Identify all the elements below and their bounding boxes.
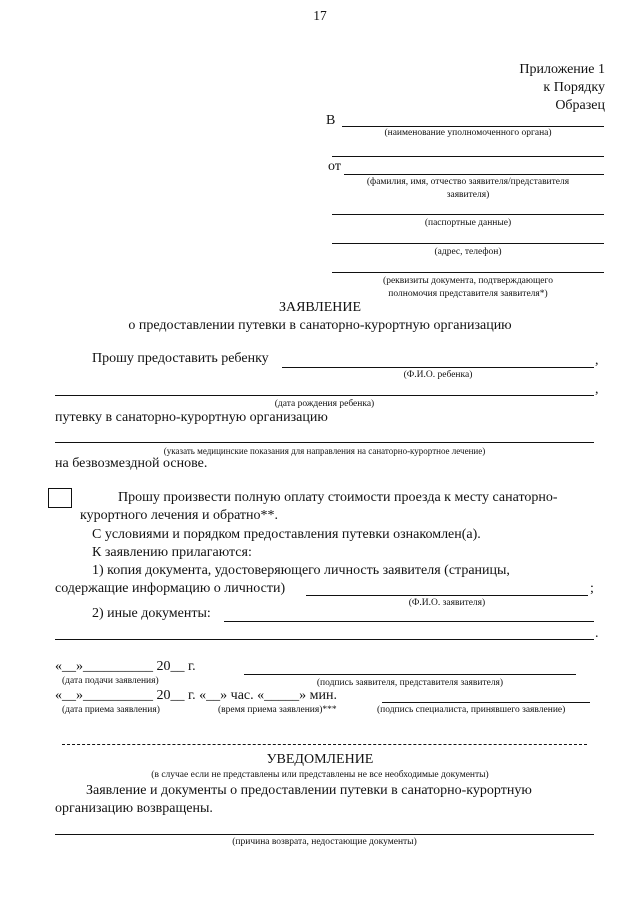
item2-text: 2) иные документы: [92, 606, 211, 621]
submit-date-field[interactable]: «__»__________ 20__ г. [55, 659, 196, 674]
return-reason-line[interactable] [55, 834, 594, 835]
travel-text-1: Прошу произвести полную оплату стоимости проезда к месту санаторно- [118, 490, 558, 505]
sample-label: Образец [555, 98, 605, 113]
medical-line[interactable] [55, 442, 594, 443]
document-title: ЗАЯВЛЕНИЕ [278, 300, 362, 315]
from-caption-2: заявителя) [446, 190, 490, 200]
accept-datetime-field[interactable]: «__»__________ 20__ г. «__» час. «_____» мин. [55, 688, 337, 703]
from-field-line[interactable] [344, 174, 604, 175]
specialist-signature-line[interactable] [382, 702, 590, 703]
child-name-caption: (Ф.И.О. ребенка) [403, 370, 473, 380]
to-field-line[interactable] [342, 126, 604, 127]
notice-text-1: Заявление и документы о предоставлении путевки в санаторно-курортную [86, 783, 532, 798]
notice-title: УВЕДОМЛЕНИЕ [266, 752, 374, 767]
conditions-text: С условиями и порядком предоставления путевки ознакомлен(а). [92, 527, 481, 542]
from-label: от [328, 159, 341, 174]
submit-date-caption: (дата подачи заявления) [62, 676, 159, 686]
voucher-text: путевку в санаторно-курортную организацию [55, 410, 328, 425]
to-label: В [326, 113, 336, 128]
specialist-signature-caption: (подпись специалиста, принявшего заявление) [377, 705, 566, 715]
other-docs-line-1[interactable] [224, 621, 594, 622]
to-field-line-2[interactable] [332, 156, 604, 157]
item1-text-1: 1) копия документа, удостоверяющего личность заявителя (страницы, [92, 563, 510, 578]
to-caption: (наименование уполномоченного органа) [384, 128, 552, 138]
applicant-name-line[interactable] [306, 595, 588, 596]
cut-line [62, 744, 587, 745]
other-docs-line-2[interactable] [55, 639, 594, 640]
address-caption: (адрес, телефон) [434, 247, 502, 257]
free-basis-text: на безвозмездной основе. [55, 456, 208, 471]
return-reason-caption: (причина возврата, недостающие документы) [232, 837, 417, 847]
travel-text-2: курортного лечения и обратно**. [80, 508, 279, 523]
authority-caption-1: (реквизиты документа, подтверждающего [383, 276, 553, 286]
attached-text: К заявлению прилагаются: [92, 545, 252, 560]
applicant-name-caption: (Ф.И.О. заявителя) [408, 598, 486, 608]
item1-text-2: содержащие информацию о личности) [55, 581, 286, 596]
birth-date-line[interactable] [55, 395, 594, 396]
appendix-label: Приложение 1 [519, 62, 605, 77]
passport-caption: (паспортные данные) [424, 218, 512, 228]
child-name-line[interactable] [282, 367, 594, 368]
accept-time-caption: (время приема заявления)*** [218, 705, 337, 715]
comma-1: , [595, 353, 599, 368]
passport-field-line[interactable] [332, 214, 604, 215]
medical-caption: (указать медицинские показания для направления на санаторно-курортное лечение) [163, 446, 486, 456]
travel-payment-checkbox[interactable] [48, 488, 72, 508]
notice-subtitle: (в случае если не представлены или представлены не все необходимые документы) [151, 770, 489, 780]
page-number: 17 [313, 8, 327, 23]
semicolon: ; [590, 581, 594, 596]
accept-date-caption: (дата приема заявления) [62, 705, 160, 715]
order-label: к Порядку [543, 80, 605, 95]
authority-caption-2: полномочия представителя заявителя*) [388, 289, 548, 299]
address-field-line[interactable] [332, 243, 604, 244]
comma-2: , [595, 382, 599, 397]
authority-field-line[interactable] [332, 272, 604, 273]
notice-text-2: организацию возвращены. [55, 801, 213, 816]
document-subtitle: о предоставлении путевки в санаторно-курортную организацию [128, 318, 512, 333]
birth-date-caption: (дата рождения ребенка) [274, 399, 375, 409]
from-caption-1: (фамилия, имя, отчество заявителя/представителя [366, 177, 570, 187]
applicant-signature-caption: (подпись заявителя, представителя заявителя) [316, 678, 504, 688]
applicant-signature-line[interactable] [244, 674, 576, 675]
period: . [595, 626, 599, 641]
request-text: Прошу предоставить ребенку [92, 351, 269, 366]
